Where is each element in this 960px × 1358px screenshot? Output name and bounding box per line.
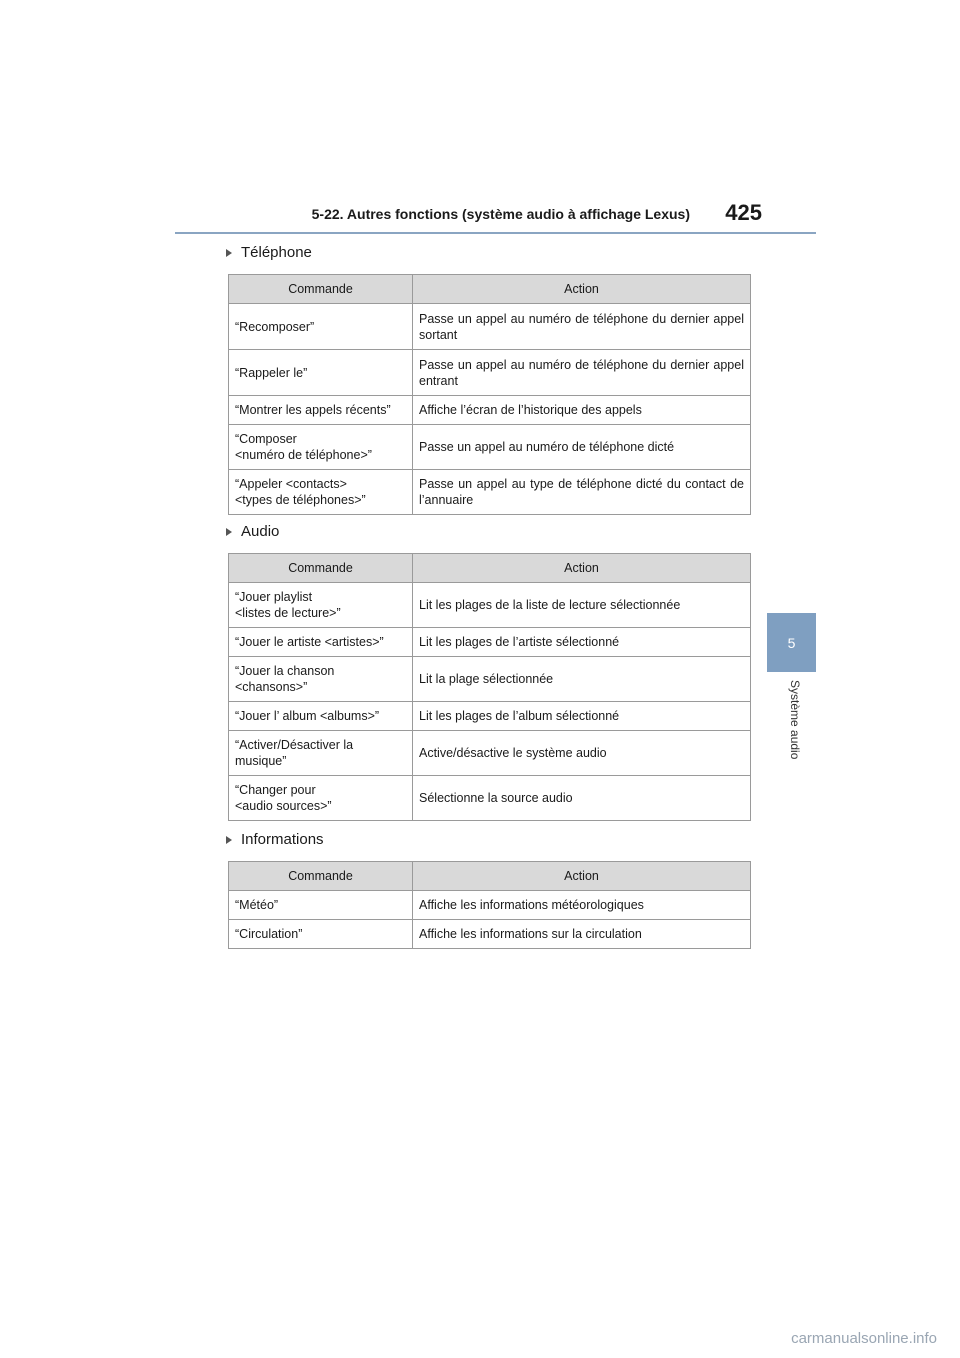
action-cell: Passe un appel au numéro de téléphone dicté <box>413 425 751 470</box>
chapter-tab <box>767 613 816 672</box>
header-rule <box>175 232 816 234</box>
command-cell: “Jouer playlist <listes de lecture>” <box>229 583 413 628</box>
table-row <box>229 702 751 731</box>
page-number: 425 <box>725 200 762 225</box>
command-cell: “Appeler <contacts> <types de téléphones>” <box>229 470 413 515</box>
chapter-label: Système audio <box>788 680 802 760</box>
section-heading-telephone <box>226 244 312 261</box>
section-heading-informations <box>226 831 324 848</box>
command-cell: “Montrer les appels récents” <box>229 396 413 425</box>
table-row <box>229 304 751 350</box>
action-cell: Affiche l’écran de l’historique des appels <box>413 396 751 425</box>
audio-command-table <box>228 553 751 821</box>
action-cell: Affiche les informations météorologiques <box>413 891 751 920</box>
column-header-action: Action <box>413 554 751 583</box>
command-cell: “Activer/Désactiver la musique” <box>229 731 413 776</box>
action-cell: Sélectionne la source audio <box>413 776 751 821</box>
column-header-action: Action <box>413 862 751 891</box>
triangle-bullet-icon <box>226 249 232 257</box>
table-row <box>229 628 751 657</box>
triangle-bullet-icon <box>226 528 232 536</box>
table-row <box>229 657 751 702</box>
column-header-command: Commande <box>229 554 413 583</box>
action-cell: Passe un appel au numéro de téléphone du dernier appel sortant <box>413 304 751 350</box>
table-row <box>229 396 751 425</box>
header-title: 5-22. Autres fonctions (système audio à affichage Lexus) <box>311 206 690 222</box>
command-cell: “Recomposer” <box>229 304 413 350</box>
table-row <box>229 583 751 628</box>
column-header-command: Commande <box>229 275 413 304</box>
table-header-row <box>229 862 751 891</box>
triangle-bullet-icon <box>226 836 232 844</box>
command-cell: “Composer <numéro de téléphone>” <box>229 425 413 470</box>
command-cell: “Circulation” <box>229 920 413 949</box>
action-cell: Active/désactive le système audio <box>413 731 751 776</box>
table-row <box>229 470 751 515</box>
table-row <box>229 731 751 776</box>
action-cell: Affiche les informations sur la circulation <box>413 920 751 949</box>
section-heading-audio <box>226 523 279 540</box>
column-header-command: Commande <box>229 862 413 891</box>
command-cell: “Changer pour <audio sources>” <box>229 776 413 821</box>
action-cell: Passe un appel au numéro de téléphone du dernier appel entrant <box>413 350 751 396</box>
command-cell: “Jouer le artiste <artistes>” <box>229 628 413 657</box>
table-header-row <box>229 554 751 583</box>
table-row <box>229 350 751 396</box>
section-heading-text: Téléphone <box>241 244 312 261</box>
table-row <box>229 425 751 470</box>
telephone-command-table <box>228 274 751 515</box>
table-header-row <box>229 275 751 304</box>
table-row <box>229 776 751 821</box>
action-cell: Lit les plages de l’artiste sélectionné <box>413 628 751 657</box>
table-row <box>229 891 751 920</box>
action-cell: Lit la plage sélectionnée <box>413 657 751 702</box>
table-row <box>229 920 751 949</box>
command-cell: “Rappeler le” <box>229 350 413 396</box>
action-cell: Lit les plages de la liste de lecture sélectionnée <box>413 583 751 628</box>
section-heading-text: Informations <box>241 831 324 848</box>
command-cell: “Jouer la chanson <chansons>” <box>229 657 413 702</box>
command-cell: “Jouer l’ album <albums>” <box>229 702 413 731</box>
action-cell: Passe un appel au type de téléphone dicté du contact de l’annuaire <box>413 470 751 515</box>
command-cell: “Météo” <box>229 891 413 920</box>
section-heading-text: Audio <box>241 523 280 540</box>
action-cell: Lit les plages de l’album sélectionné <box>413 702 751 731</box>
footer-watermark: carmanualsonline.info <box>791 1330 937 1347</box>
chapter-number: 5 <box>787 634 796 651</box>
column-header-action: Action <box>413 275 751 304</box>
informations-command-table <box>228 861 751 949</box>
